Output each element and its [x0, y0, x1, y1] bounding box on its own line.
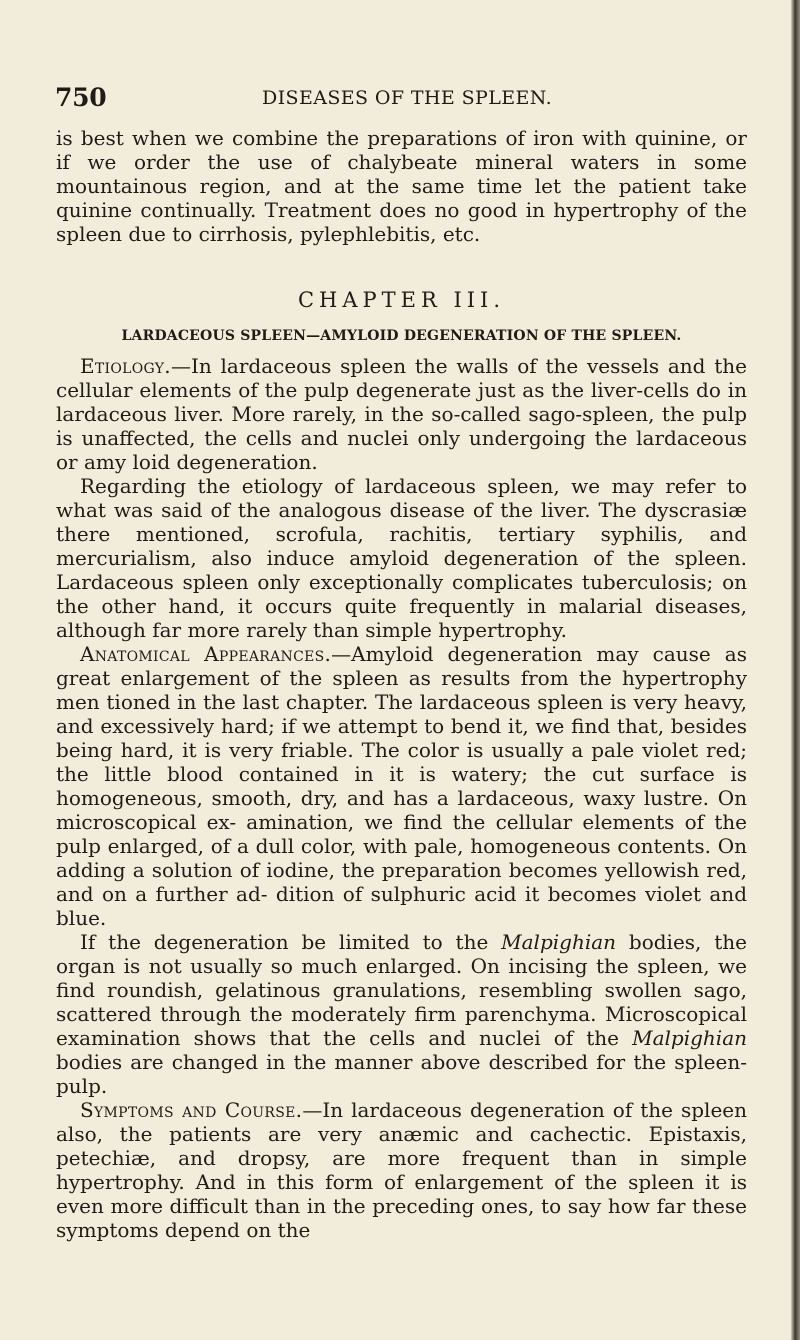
malpighian-term-1: Malpighian: [501, 930, 617, 954]
anatomical-appearances-paragraph: [56, 642, 747, 930]
continuation-paragraph: [56, 126, 747, 246]
running-head: DISEASES OF THE SPLEEN.: [262, 87, 553, 109]
page-number: 750: [55, 83, 107, 112]
page-text: [56, 126, 747, 1242]
continuation-text: is best when we combine the preparations of iron with quinine, or if we order the use of chalybeate mineral waters in some mountainous region, and at the same time let the patient take quinine continually. Treatment does no good in hypertrophy of the spleen due to cirrhosis, pylephlebitis, etc.: [56, 126, 747, 246]
anatomical-appearances-text: —Amyloid degeneration may cause as great enlargement of the spleen as results from the hypertrophy men tioned in the last chapter. The lardaceous spleen is very heavy, and excessively hard; if we attempt to bend it, we find that, besides being hard, it is very friable. The color is usually a pale violet red; the little blood contained in it is watery; the cut surface is homogeneous, smooth, dry, and has a lardaceous, waxy lustre. On microscopical ex- amination, we find the cellular elements of the pulp enlarged, of a dull color, with pale, homogeneous contents. On adding a solution of iodine, the preparation becomes yellowish red, and on a further ad- dition of sulphuric acid it becomes violet and blue.: [56, 642, 747, 930]
page-edge-shadow: [791, 0, 800, 1340]
symptoms-course-paragraph: [56, 1098, 747, 1242]
etiology-text-2: Regarding the etiology of lardaceous spleen, we may refer to what was said of the analogous disease of the liver. The dyscrasiæ there mentioned, scrofula, rachitis, tertiary syphilis, and mercurialism, also induce amyloid degeneration of the spleen. Lardaceous spleen only exceptionally complicates tuberculosis; on the other hand, it occurs quite frequently in malarial diseases, although far more rarely than simple hypertrophy.: [56, 474, 747, 642]
etiology-text: —In lardaceous spleen the walls of the vessels and the cellular elements of the pulp degenerate just as the liver-cells do in lardaceous liver. More rarely, in the so-called sago-spleen, the pulp is unaffected, the cells and nuclei only undergoing the lardaceous or amy loid degeneration.: [56, 354, 747, 474]
malpighian-paragraph: [56, 930, 747, 1098]
etiology-paragraph-2: [56, 474, 747, 642]
chapter-title: CHAPTER III.: [297, 288, 506, 312]
etiology-heading: Etiology.: [80, 354, 171, 378]
malpighian-text-end: bodies are changed in the manner above described for the spleen-pulp.: [56, 1050, 747, 1098]
malpighian-text-middle: bodies, the organ is not usually so much enlarged. On incising the spleen, we find roundish, gelatinous granulations, resembling swollen sago, scattered through the moderately firm parenchyma. Microscopical examination shows that the cells and nuclei of the: [56, 930, 748, 1050]
malpighian-term-2: Malpighian: [632, 1026, 747, 1050]
etiology-paragraph: [56, 354, 747, 474]
symptoms-course-text: —In lardaceous degeneration of the spleen also, the patients are very anæmic and cachectic. Epistaxis, petechiæ, and dropsy, are more frequent than in simple hypertrophy. And in this form of enlargement of the spleen it is even more difficult than in the preceding ones, to say how far these symptoms depend on the: [56, 1098, 747, 1242]
symptoms-course-heading: Symptoms and Course.: [80, 1098, 303, 1122]
page-header: [55, 83, 755, 113]
chapter-subtitle: LARDACEOUS SPLEEN—AMYLOID DEGENERATION OF THE SPLEEN.: [121, 328, 682, 344]
malpighian-text-start: If the degeneration be limited to the: [80, 930, 502, 954]
anatomical-appearances-heading: Anatomical Appearances.: [80, 642, 332, 666]
